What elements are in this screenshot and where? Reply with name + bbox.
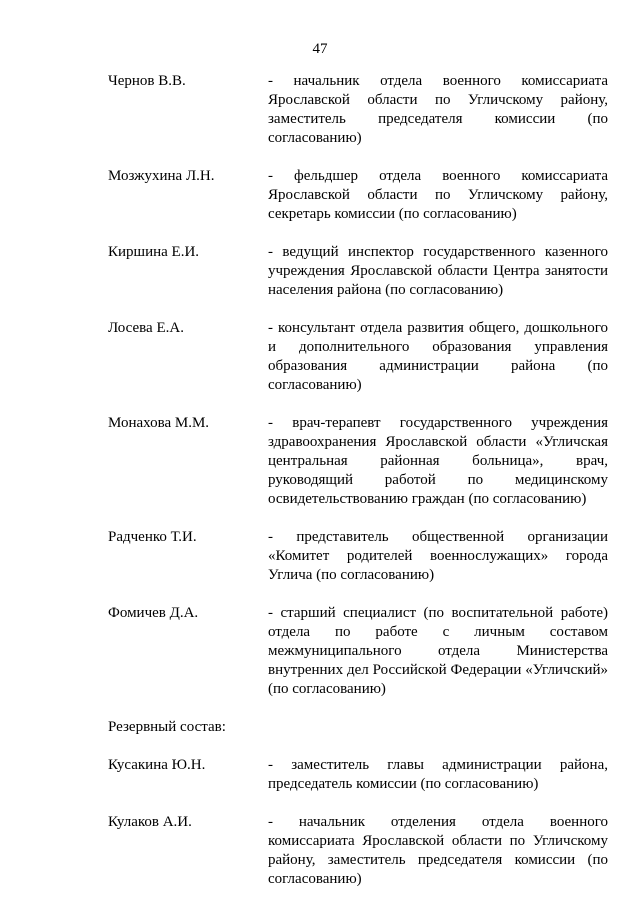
member-name: Чернов В.В.: [108, 73, 186, 89]
reserve-member-entry: [108, 813, 608, 889]
page-number: 47: [312, 41, 328, 57]
member-entry: [108, 528, 608, 585]
member-name: Киршина Е.И.: [108, 244, 200, 260]
member-role: - консультант отдела развития общего, дошкольного и дополнительного образования управления образования администрации района (по согласованию): [268, 320, 608, 393]
reserve-member-entry: [108, 756, 608, 794]
member-role: - старший специалист (по воспитательной работе) отдела по работе с личным составом межмуниципального отдела Министерства внутренних дел Российской Федерации «Угличский» (по согласованию): [268, 605, 608, 697]
member-entry: [108, 414, 608, 509]
member-entry: [108, 72, 608, 148]
commission-list: [108, 72, 608, 908]
member-entry: [108, 167, 608, 224]
member-name: Мозжухина Л.Н.: [108, 168, 215, 184]
member-role: - начальник отдела военного комиссариата Ярославской области по Угличскому району, заместитель председателя комиссии (по согласованию): [268, 73, 608, 146]
member-name: Радченко Т.И.: [108, 529, 197, 545]
member-role: - фельдшер отдела военного комиссариата Ярославской области по Угличскому району, секретарь комиссии (по согласованию): [268, 168, 608, 222]
member-entry: [108, 319, 608, 395]
member-role: - врач-терапевт государственного учреждения здравоохранения Ярославской области «Угличская центральная районная больница», врач, руководящий работой по медицинскому освидетельствованию граждан (по согласованию): [268, 415, 608, 507]
member-role: - заместитель главы администрации района, председатель комиссии (по согласованию): [268, 757, 608, 792]
reserve-heading: Резервный состав:: [108, 719, 226, 735]
member-entry: [108, 243, 608, 300]
member-name: Кусакина Ю.Н.: [108, 757, 206, 773]
member-role: - начальник отделения отдела военного комиссариата Ярославской области по Угличскому району, заместитель председателя комиссии (по согласованию): [268, 814, 608, 887]
member-name: Монахова М.М.: [108, 415, 210, 431]
member-name: Фомичев Д.А.: [108, 605, 199, 621]
member-name: Лосева Е.А.: [108, 320, 184, 336]
member-entry: [108, 604, 608, 699]
member-name: Кулаков А.И.: [108, 814, 192, 830]
member-role: - ведущий инспектор государственного казенного учреждения Ярославской области Центра занятости населения района (по согласованию): [268, 244, 608, 298]
member-role: - представитель общественной организации «Комитет родителей военнослужащих» города Углича (по согласованию): [268, 529, 608, 583]
